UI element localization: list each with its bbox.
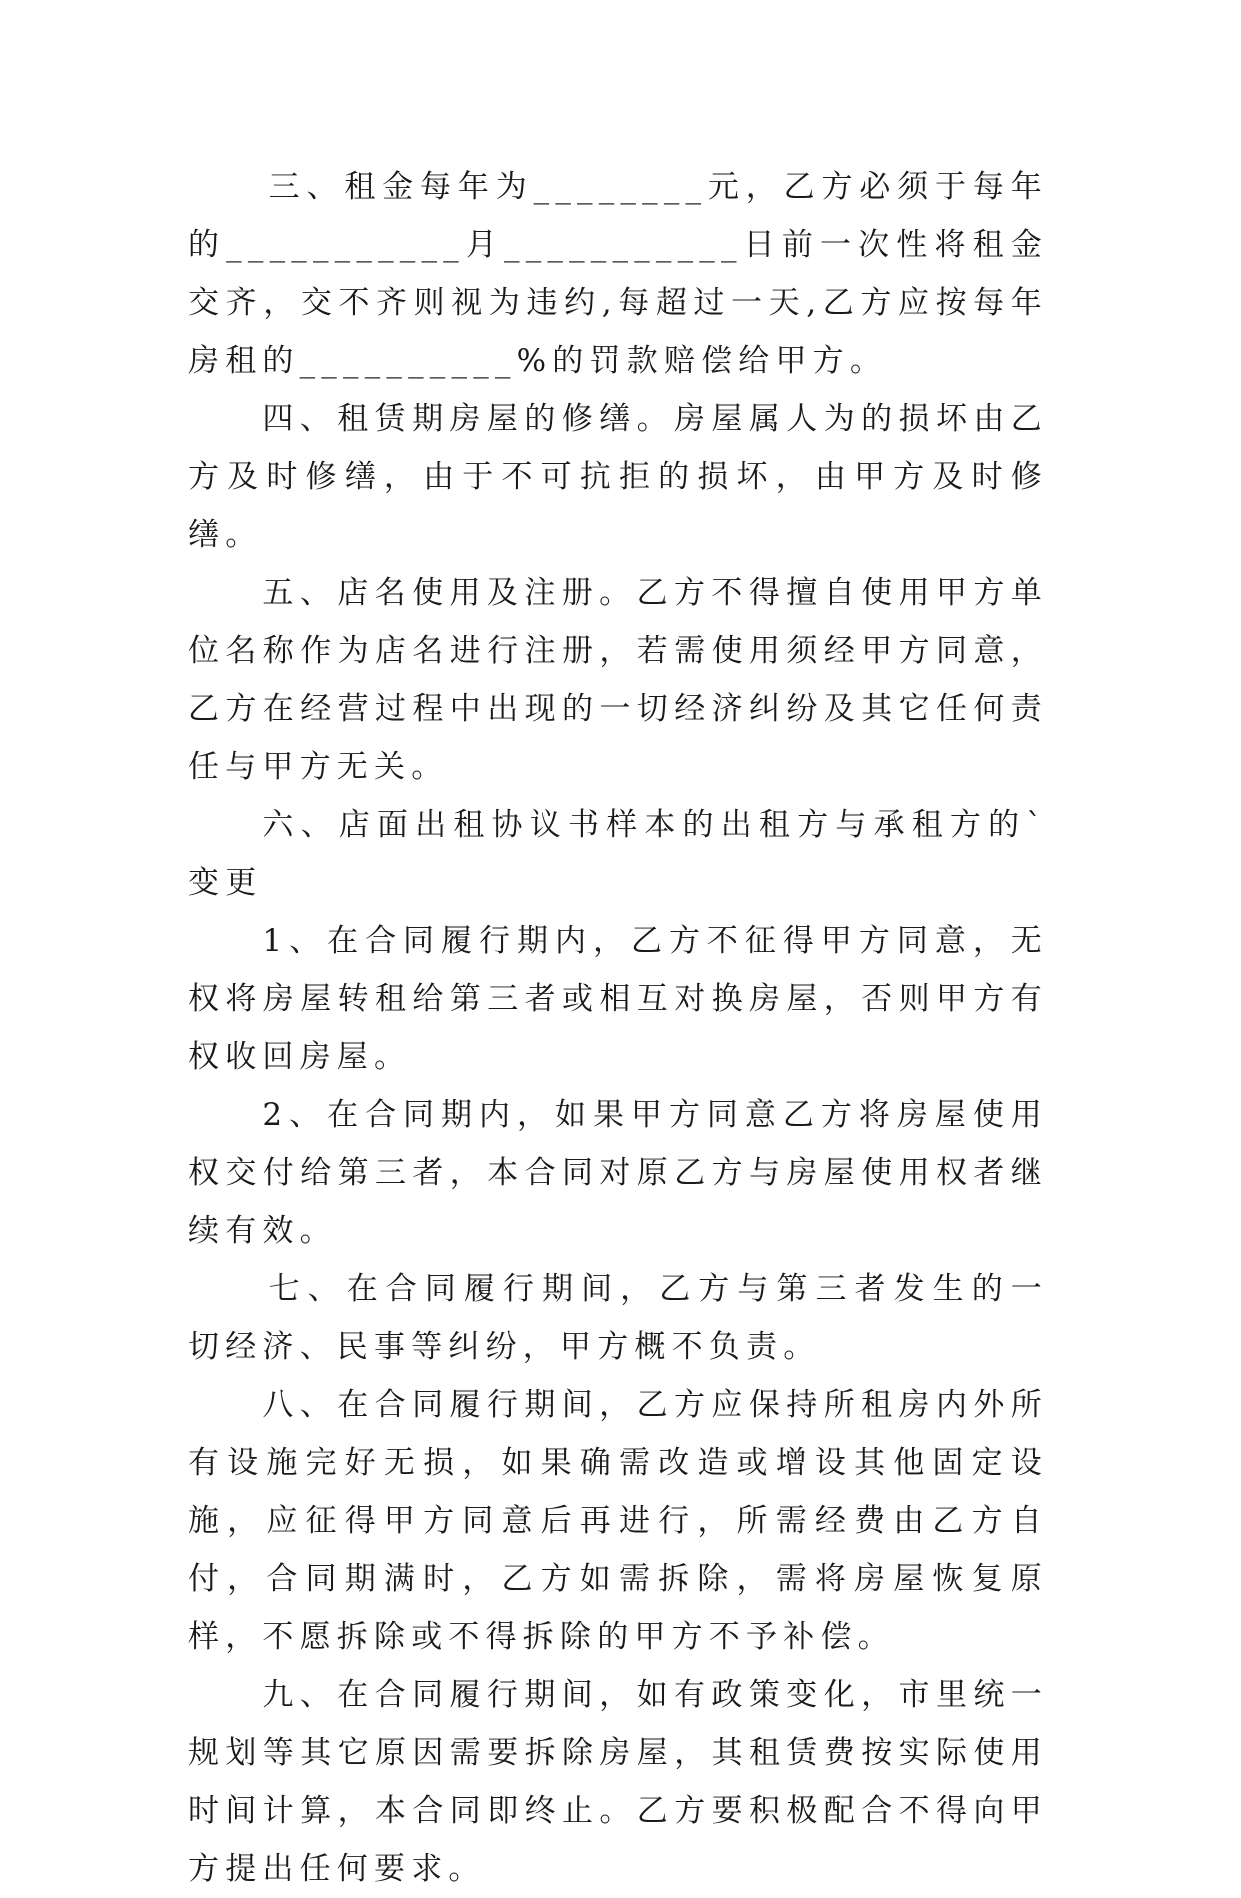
clause-5-shop-name: 五、店名使用及注册。乙方不得擅自使用甲方单位名称作为店名进行注册，若需使用须经甲方同意，乙方在经营过程中出现的一切经济纠纷及其它任何责任与甲方无关。 bbox=[188, 575, 1048, 785]
clause-8-facilities: 八、在合同履行期间，乙方应保持所租房内外所有设施完好无损，如果确需改造或增设其他固定设施，应征得甲方同意后再进行，所需经费由乙方自付，合同期满时，乙方如需拆除，需将房屋恢复原样，不愿拆除或不得拆除的甲方不予补偿。 bbox=[188, 1387, 1048, 1655]
clause-6-item-1: 1、在合同履行期内，乙方不征得甲方同意，无权将房屋转租给第三者或相互对换房屋，否则甲方有权收回房屋。 bbox=[188, 923, 1048, 1075]
clause-7-disputes: 七、在合同履行期间，乙方与第三者发生的一切经济、民事等纠纷，甲方概不负责。 bbox=[188, 1271, 1048, 1365]
clause-3-rent: 三、租金每年为________元，乙方必须于每年的___________月___________日前一次性将租金交齐，交不齐则视为违约,每超过一天,乙方应按每年房租的__________%的罚款赔偿给甲方。 bbox=[188, 169, 1048, 379]
clause-6-changes: 六、店面出租协议书样本的出租方与承租方的`变更 bbox=[188, 807, 1048, 901]
clause-9-demolition: 九、在合同履行期间，如有政策变化，市里统一规划等其它原因需要拆除房屋，其租赁费按实际使用时间计算，本合同即终止。乙方要积极配合不得向甲方提出任何要求。 bbox=[188, 1677, 1048, 1887]
clause-4-repairs: 四、租赁期房屋的修缮。房屋属人为的损坏由乙方及时修缮，由于不可抗拒的损坏，由甲方及时修缮。 bbox=[188, 401, 1048, 553]
document-body bbox=[188, 158, 1048, 1898]
clause-6-item-2: 2、在合同期内，如果甲方同意乙方将房屋使用权交付给第三者，本合同对原乙方与房屋使用权者继续有效。 bbox=[188, 1097, 1048, 1249]
